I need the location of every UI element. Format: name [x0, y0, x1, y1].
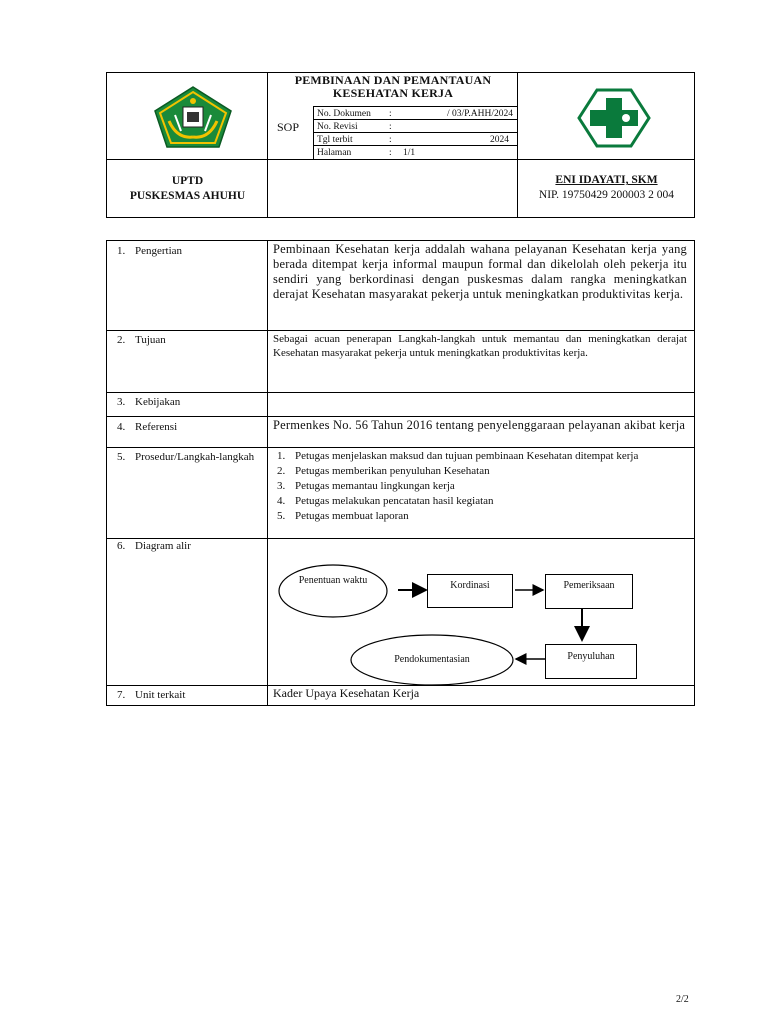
flow-start-label: Penentuan waktu — [298, 575, 368, 586]
sop-content-table — [106, 240, 695, 706]
meta-label-dokumen: No. Dokumen — [317, 109, 371, 119]
section-label-unit-terkait: 7. Unit terkait — [117, 689, 186, 701]
meta-label-terbit: Tgl terbit — [317, 135, 353, 145]
section-label-kebijakan: 3. Kebijakan — [117, 396, 181, 408]
meta-label-revisi: No. Revisi — [317, 122, 358, 132]
meta-value-dokumen: / 03/P.AHH/2024 — [447, 109, 513, 119]
section-label-prosedur: 5. Prosedur/Langkah-langkah — [117, 451, 255, 463]
procedure-steps-list — [277, 449, 687, 524]
organization-name: UPTD PUSKESMAS AHUHU — [129, 175, 246, 202]
flow-box-kordinasi: Kordinasi — [427, 574, 513, 608]
section-content-tujuan: Sebagai acuan penerapan Langkah-langkah untuk memantau dan meningkatkan derajat Kesehatan masyarakat pekerja untuk meningkatkan produktivitas kerja. — [273, 333, 687, 359]
flow-box-penyuluhan: Penyuluhan — [545, 644, 637, 679]
section-content-referensi: Permenkes No. 56 Tahun 2016 tentang penyelenggaraan pelayanan akibat kerja — [273, 418, 686, 432]
section-label-pengertian: 1. Pengertian — [117, 245, 183, 257]
signer-nip: NIP. 19750429 200003 2 004 — [538, 189, 675, 201]
section-label-diagram: 6. Diagram alir — [117, 540, 191, 552]
list-item: 1. Petugas menjelaskan maksud dan tujuan pembinaan Kesehatan ditempat kerja — [277, 450, 639, 462]
regency-emblem-logo — [151, 85, 235, 149]
meta-label-halaman: Halaman — [317, 148, 352, 158]
signer-name: ENI IDAYATI, SKM — [555, 174, 658, 186]
flow-start-ellipse — [279, 565, 387, 617]
flow-box-pemeriksaan: Pemeriksaan — [545, 574, 633, 609]
section-label-tujuan: 2. Tujuan — [117, 334, 166, 346]
section-content-unit-terkait: Kader Upaya Kesehatan Kerja — [273, 686, 420, 700]
list-item: 3. Petugas memantau lingkungan kerja — [277, 480, 455, 492]
meta-value-halaman: 1/1 — [403, 148, 416, 158]
section-label-referensi: 4. Referensi — [117, 421, 178, 433]
flow-end-label: Pendokumentasian — [394, 654, 470, 665]
document-title: PEMBINAAN DAN PEMANTAUAN KESEHATAN KERJA — [294, 73, 492, 100]
section-content-pengertian: Pembinaan Kesehatan kerja addalah wahana pelayanan Kesehatan kerja yang berada ditempat kerja informal maupun formal dan dikelolah oleh pekerja itu sendiri yang berkordinasi dengan puskesmas dalam rangka meningkatkan derajat Kesehatan masyarakat pekerja untuk meningkatkan produktivitas kerja. — [273, 242, 687, 301]
sop-header-table: PEMBINAAN DAN PEMANTAUAN KESEHATAN KERJA SOP No. Dokumen : / 03/P.AHH/2024 No. Revisi : Tgl terbit : 2024 Halaman : 1/1 UPTD PUSKESMAS AHUHU ENI IDAYATI, SKM NIP. 19750429 200003 2 004 — [106, 72, 695, 218]
list-item: 4. Petugas melakukan pencatatan hasil kegiatan — [277, 495, 494, 507]
sop-label: SOP — [277, 120, 300, 134]
signer-block — [517, 173, 696, 203]
list-item: 5. Petugas membuat laporan — [277, 510, 409, 522]
puskesmas-cross-logo — [577, 88, 651, 148]
meta-value-terbit: 2024 — [490, 135, 509, 145]
page-number: 2/2 — [676, 994, 689, 1005]
list-item: 2. Petugas memberikan penyuluhan Kesehatan — [277, 465, 490, 477]
